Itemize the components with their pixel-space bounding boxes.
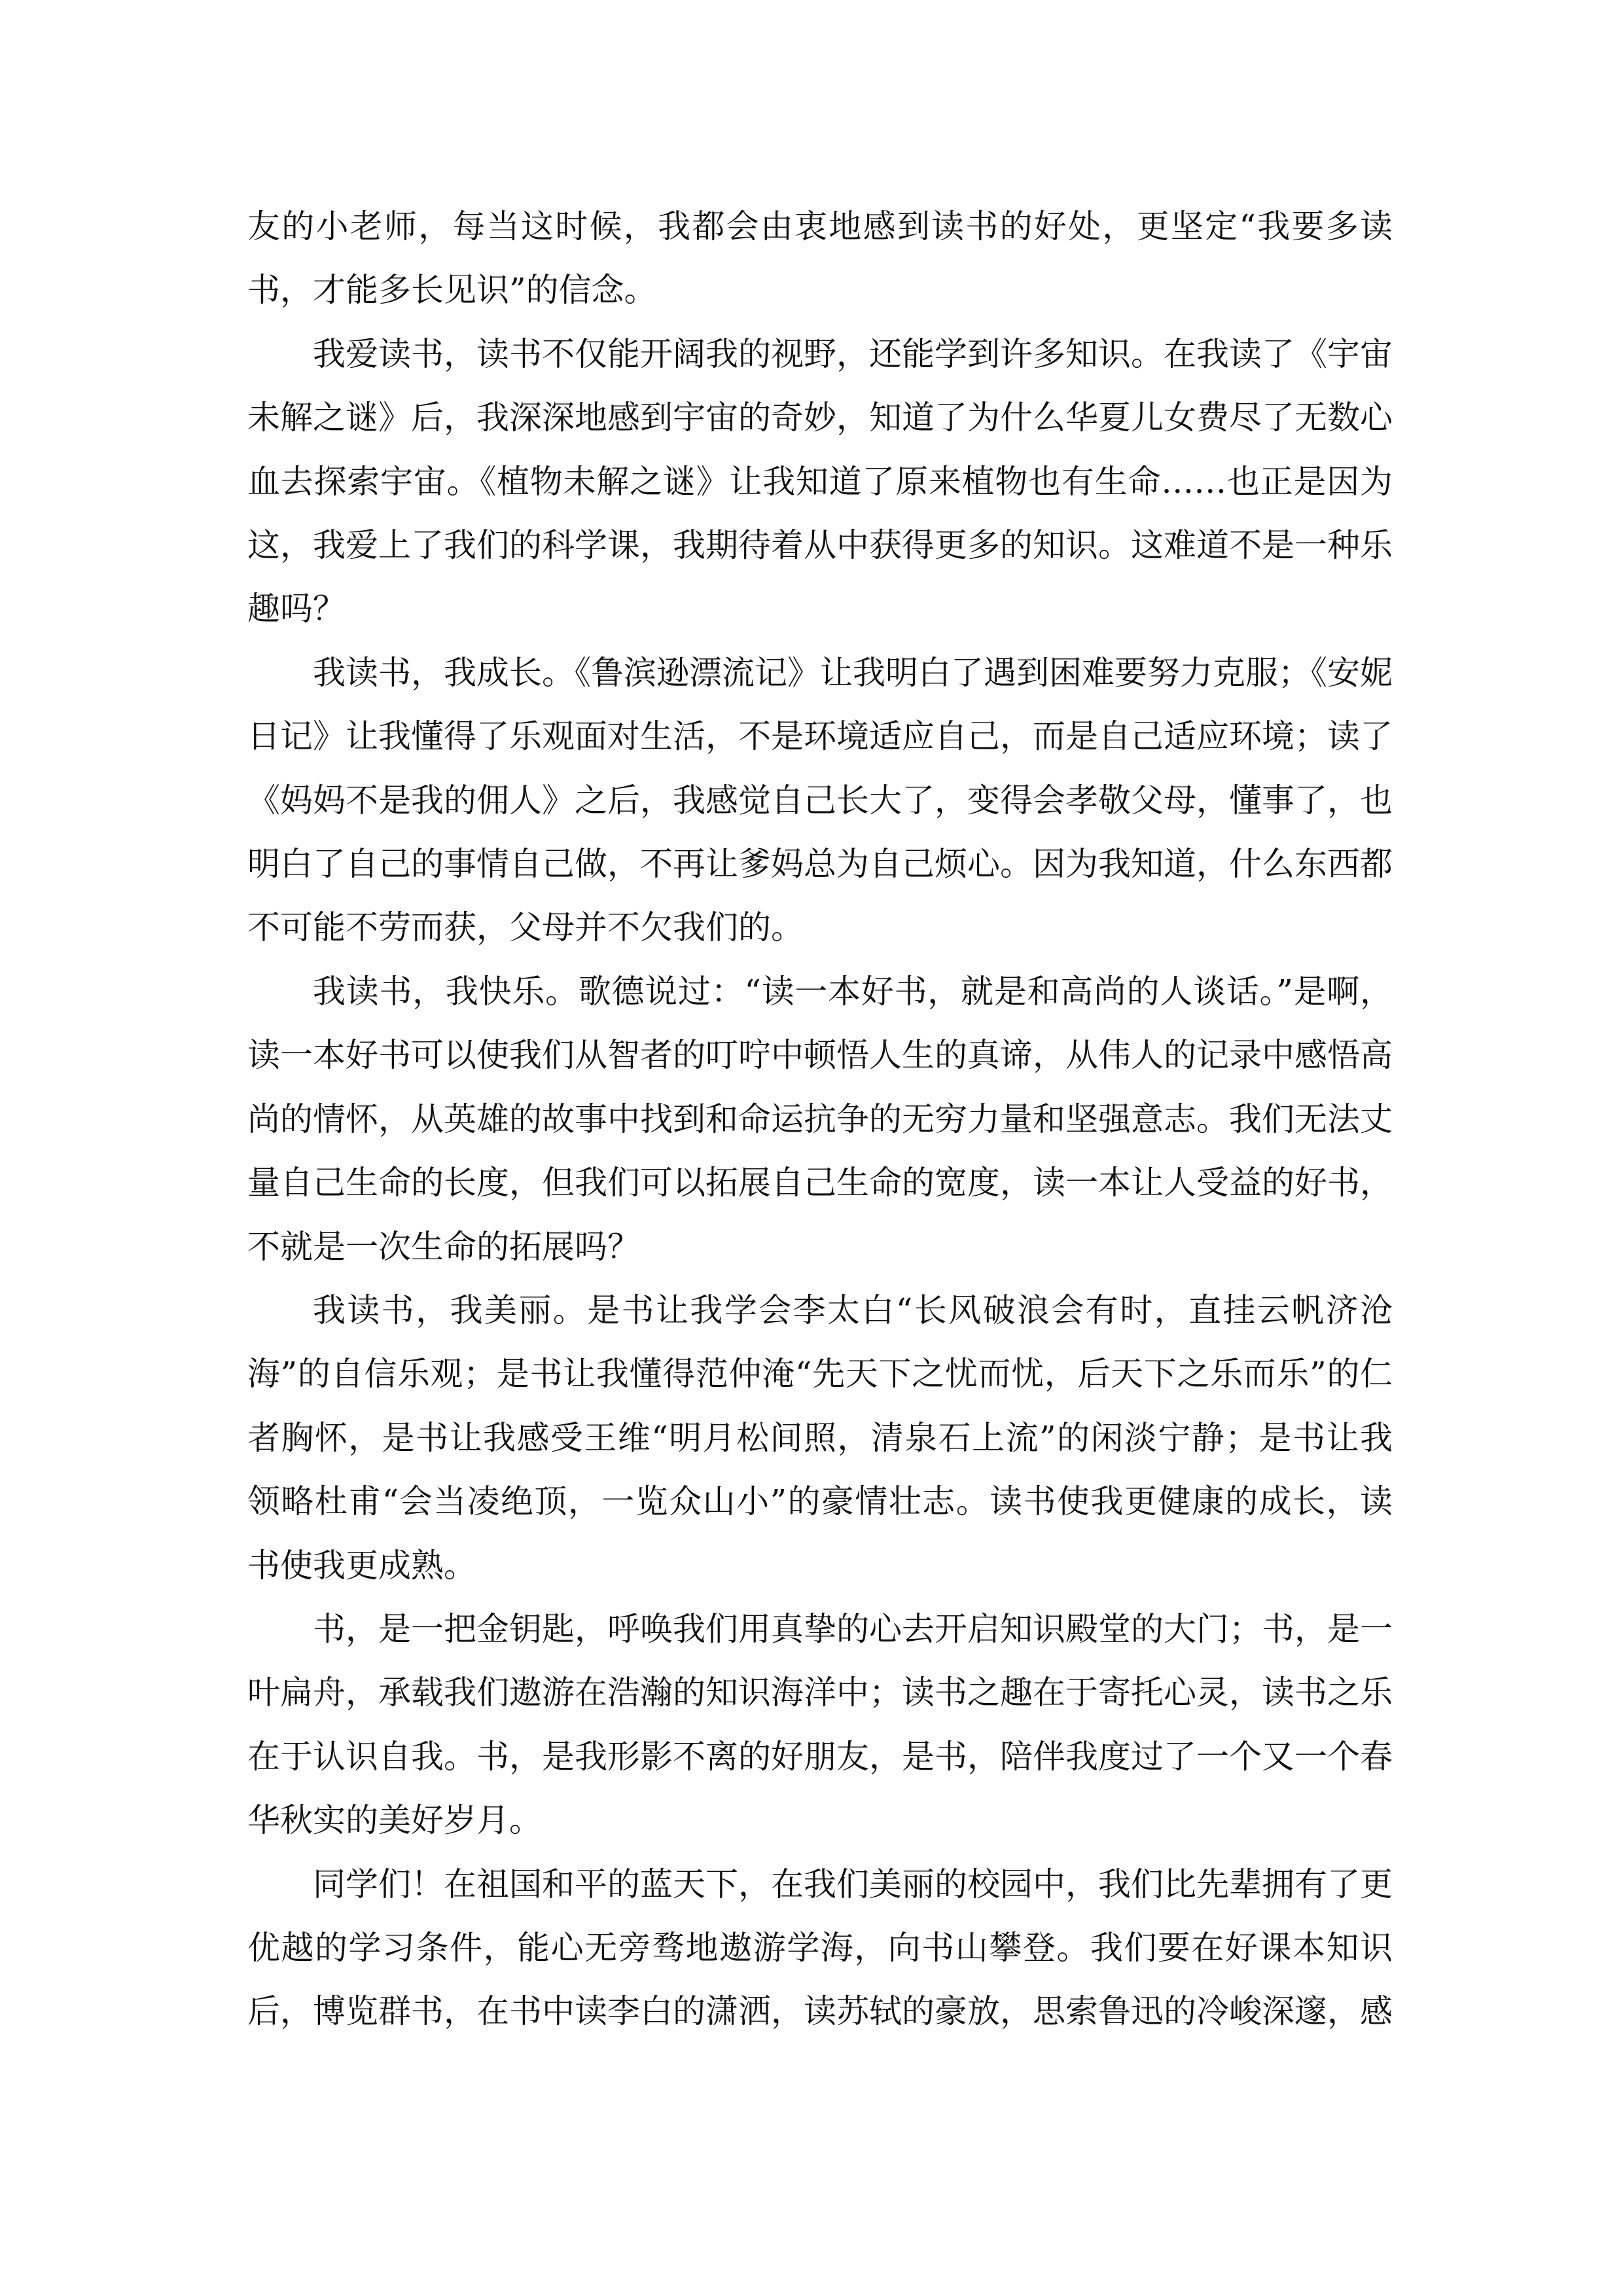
paragraph-growth: 我读书，我成长。《鲁滨逊漂流记》让我明白了遇到困难要努力克服；《安妮日记》让我懂得了乐观面对生活，不是环境适应自己，而是自己适应环境；读了《妈妈不是我的佣人》之后，我感觉自己长大了，变得会孝敬父母，懂事了，也明白了自己的事情自己做，不再让爹妈总为自己烦心。因为我知道，什么东西都不可能不劳而获，父母并不欠我们的。 [247, 653, 1393, 947]
paragraph-beauty: 我读书，我美丽。是书让我学会李太白“长风破浪会有时，直挂云帆济沧海”的自信乐观；是书让我懂得范仲淹“先天下之忧而忧，后天下之乐而乐”的仁者胸怀，是书让我感受王维“明月松间照，清泉石上流”的闲淡宁静；是书让我领略杜甫“会当凌绝顶，一览众山小”的豪情壮志。读书使我更健康的成长，读书使我更成熟。 [247, 1291, 1393, 1585]
paragraph-happiness: 我读书，我快乐。歌德说过：“读一本好书，就是和高尚的人谈话。”是啊，读一本好书可以使我们从智者的叮咛中顿悟人生的真谛，从伟人的记录中感悟高尚的情怀，从英雄的故事中找到和命运抗争的无穷力量和坚强意志。我们无法丈量自己生命的长度，但我们可以拓展自己生命的宽度，读一本让人受益的好书，不就是一次生命的拓展吗？ [247, 972, 1393, 1266]
document-body [247, 195, 1393, 2044]
paragraph-golden-key: 书，是一把金钥匙，呼唤我们用真挚的心去开启知识殿堂的大门；书，是一叶扁舟，承载我们遨游在浩瀚的知识海洋中；读书之趣在于寄托心灵，读书之乐在于认识自我。书，是我形影不离的好朋友，是书，陪伴我度过了一个又一个春华秋实的美好岁月。 [247, 1609, 1393, 1840]
paragraph-continuation: 友的小老师，每当这时候，我都会由衷地感到读书的好处，更坚定“我要多读书，才能多长见识”的信念。 [247, 207, 1393, 310]
paragraph-love-reading: 我爱读书，读书不仅能开阔我的视野，还能学到许多知识。在我读了《宇宙未解之谜》后，我深深地感到宇宙的奇妙，知道了为什么华夏儿女费尽了无数心血去探索宇宙。《植物未解之谜》让我知道了原来植物也有生命……也正是因为这，我爱上了我们的科学课，我期待着从中获得更多的知识。这难道不是一种乐趣吗？ [247, 334, 1393, 628]
paragraph-classmates: 同学们！在祖国和平的蓝天下，在我们美丽的校园中，我们比先辈拥有了更优越的学习条件，能心无旁骛地遨游学海，向书山攀登。我们要在好课本知识后，博览群书，在书中读李白的潇洒，读苏轼的豪放，思索鲁迅的冷峻深邃，感 [247, 1865, 1393, 2031]
